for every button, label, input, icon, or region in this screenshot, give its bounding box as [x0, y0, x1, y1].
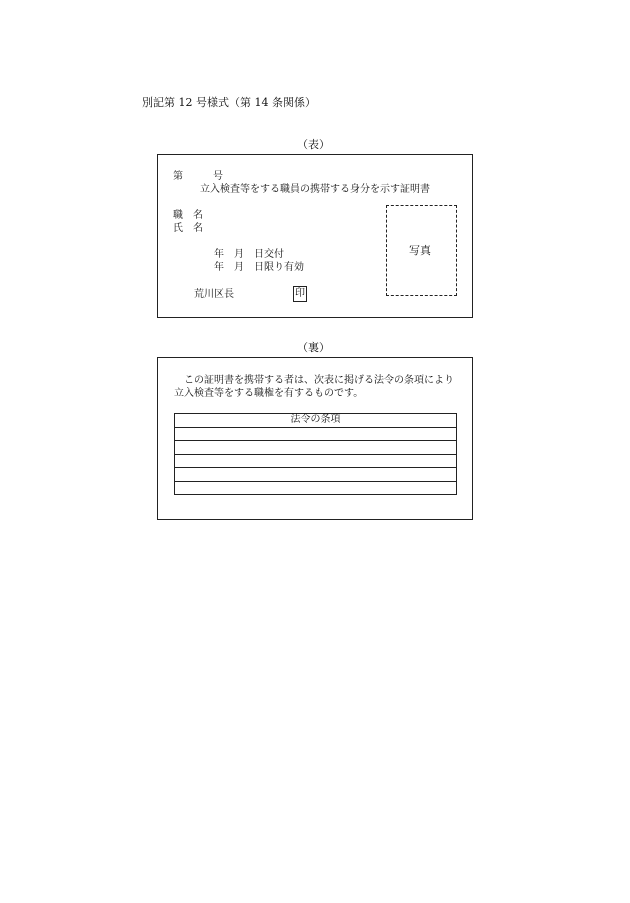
table-cell — [175, 454, 457, 468]
table-row — [175, 454, 457, 468]
issued-date-line: 年 月 日交付 — [214, 249, 284, 260]
back-heading: （裏） — [297, 341, 330, 354]
back-card — [157, 357, 473, 520]
authority-text-line-2: 立入検査等をする職権を有するものです。 — [174, 388, 364, 399]
issuer-label: 荒川区長 — [194, 289, 234, 300]
table-cell — [175, 441, 457, 455]
number-label: 第 号 — [173, 171, 223, 182]
card-title: 立入検査等をする職員の携帯する身分を示す証明書 — [200, 184, 430, 195]
table-header-row — [175, 414, 457, 428]
position-label: 職 名 — [173, 210, 203, 221]
table-row — [175, 441, 457, 455]
table-row — [175, 468, 457, 482]
seal-mark: 印 — [293, 286, 307, 302]
photo-label: 写真 — [409, 244, 431, 257]
law-provisions-table — [174, 413, 457, 495]
name-label: 氏 名 — [173, 223, 203, 234]
table-cell — [175, 481, 457, 495]
front-heading: （表） — [297, 138, 330, 151]
valid-until-line: 年 月 日限り有効 — [214, 262, 304, 273]
table-row — [175, 427, 457, 441]
table-row — [175, 481, 457, 495]
photo-area — [386, 205, 457, 296]
authority-text-line-1: この証明書を携帯する者は、次表に掲げる法令の条項により — [184, 375, 454, 386]
table-cell — [175, 468, 457, 482]
table-cell — [175, 427, 457, 441]
table-header-cell: 法令の条項 — [175, 414, 457, 428]
document-title: 別記第 12 号様式（第 14 条関係） — [142, 96, 316, 109]
front-card — [157, 154, 473, 318]
